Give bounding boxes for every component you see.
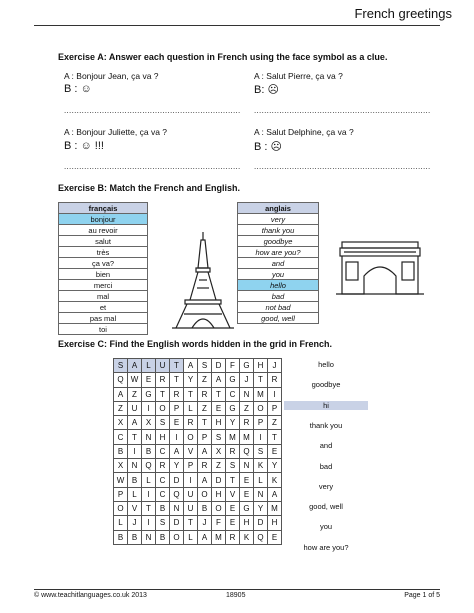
page-title: French greetings [354,6,452,21]
grid-cell: I [142,516,156,530]
answer-line-4: ...................................................................... [254,162,431,171]
grid-cell: K [240,530,254,544]
french-word: merci [59,280,148,291]
grid-cell: C [114,430,128,444]
grid-cell: S [226,459,240,473]
grid-cell: R [198,387,212,401]
word-list-item: how are you? [303,542,349,552]
grid-cell: U [128,401,142,415]
grid-cell: F [226,359,240,373]
grid-cell: C [226,387,240,401]
grid-cell: V [184,444,198,458]
grid-cell: Y [170,459,184,473]
word-list-item: hi [284,401,368,410]
grid-cell: M [268,501,282,515]
grid-cell: O [184,430,198,444]
grid-cell: B [156,530,170,544]
grid-cell: B [128,530,142,544]
grid-cell: I [142,401,156,415]
grid-cell: N [142,530,156,544]
grid-cell: V [128,501,142,515]
question-4: A : Salut Delphine, ça va ? [254,127,354,137]
grid-cell: P [170,401,184,415]
grid-cell: A [212,373,226,387]
word-list-item: good, well [309,502,343,512]
grid-cell: J [128,516,142,530]
question-1: A : Bonjour Jean, ça va ? [64,71,159,81]
grid-cell: N [128,459,142,473]
exercise-c-heading: Exercise C: Find the English words hidden in the grid in French. [58,339,333,349]
grid-cell: X [142,416,156,430]
english-word: not bad [238,302,319,313]
word-list-item: and [319,441,333,451]
french-word: bonjour [59,214,148,225]
arc-de-triomphe-illustration [334,238,426,298]
french-word: salut [59,236,148,247]
grid-cell: R [184,416,198,430]
grid-cell: I [254,430,268,444]
french-word: et [59,302,148,313]
grid-cell: N [240,459,254,473]
grid-cell: B [114,444,128,458]
grid-cell: G [240,501,254,515]
french-word: très [59,247,148,258]
grid-cell: T [170,373,184,387]
grid-cell: C [156,473,170,487]
grid-cell: Z [212,459,226,473]
grid-cell: W [128,373,142,387]
grid-cell: G [226,401,240,415]
grid-cell: O [114,501,128,515]
french-word: pas mal [59,313,148,324]
grid-cell: Q [142,459,156,473]
grid-cell: S [156,416,170,430]
grid-cell: A [128,416,142,430]
grid-cell: Z [114,401,128,415]
header-rule [34,25,440,26]
grid-cell: E [268,530,282,544]
french-word: bien [59,269,148,280]
grid-cell: U [156,359,170,373]
grid-cell: C [156,444,170,458]
grid-cell: S [114,359,128,373]
grid-cell: O [198,487,212,501]
english-column-header: anglais [238,203,319,214]
grid-cell: A [170,444,184,458]
word-list-item: bad [319,461,333,471]
grid-cell: B [114,530,128,544]
word-list-item: goodbye [311,380,341,390]
english-word: hello [238,280,319,291]
grid-cell: J [198,516,212,530]
grid-cell: A [184,359,198,373]
footer-rule [34,589,440,590]
english-word: you [238,269,319,280]
grid-cell: S [198,359,212,373]
word-list-item: very [318,481,334,491]
grid-cell: N [240,387,254,401]
grid-cell: O [254,401,268,415]
grid-cell: R [156,373,170,387]
eiffel-tower-illustration [170,230,236,330]
grid-cell: O [156,401,170,415]
grid-cell: Z [268,416,282,430]
grid-cell: S [212,430,226,444]
grid-cell: G [142,387,156,401]
answer-4-cue: B : ☹ [254,141,282,153]
grid-cell: T [128,430,142,444]
grid-cell: W [114,473,128,487]
grid-cell: I [170,430,184,444]
grid-cell: D [212,359,226,373]
english-word: goodbye [238,236,319,247]
french-word: ça va? [59,258,148,269]
grid-cell: T [184,387,198,401]
grid-cell: R [226,530,240,544]
word-list-item: hello [318,360,334,369]
grid-cell: M [226,430,240,444]
grid-cell: J [240,373,254,387]
footer-code: 18905 [226,592,246,599]
grid-cell: A [114,387,128,401]
grid-cell: R [198,459,212,473]
exercise-b-heading: Exercise B: Match the French and English. [58,183,241,193]
grid-cell: B [128,473,142,487]
grid-cell: T [170,359,184,373]
grid-cell: O [212,501,226,515]
grid-cell: H [268,516,282,530]
grid-cell: K [254,459,268,473]
grid-cell: H [240,516,254,530]
grid-cell: E [240,473,254,487]
grid-cell: B [198,501,212,515]
grid-cell: T [226,473,240,487]
grid-cell: R [240,416,254,430]
grid-cell: I [128,444,142,458]
grid-cell: P [114,487,128,501]
grid-cell: N [142,430,156,444]
grid-cell: N [170,501,184,515]
grid-cell: T [184,516,198,530]
question-2: A : Salut Pierre, ça va ? [254,71,343,81]
grid-cell: T [198,416,212,430]
word-list-item: thank you [309,420,343,430]
grid-cell: Z [198,401,212,415]
exercise-a-heading: Exercise A: Answer each question in French using the face symbol as a clue. [58,52,388,62]
grid-cell: M [254,387,268,401]
english-word: very [238,214,319,225]
grid-cell: T [268,430,282,444]
grid-cell: E [226,516,240,530]
grid-cell: H [212,487,226,501]
grid-cell: A [198,530,212,544]
grid-cell: D [170,516,184,530]
grid-cell: A [198,444,212,458]
grid-cell: H [156,430,170,444]
grid-cell: S [156,516,170,530]
grid-cell: H [212,416,226,430]
grid-cell: N [254,487,268,501]
grid-cell: X [212,444,226,458]
grid-cell: Z [198,373,212,387]
english-word: how are you? [238,247,319,258]
grid-cell: T [254,373,268,387]
grid-cell: A [128,359,142,373]
grid-cell: Z [128,387,142,401]
grid-cell: L [184,530,198,544]
grid-cell: R [226,444,240,458]
grid-cell: E [240,487,254,501]
grid-cell: B [142,444,156,458]
english-word: good, well [238,313,319,324]
grid-cell: E [212,401,226,415]
grid-cell: R [268,373,282,387]
grid-cell: I [184,473,198,487]
grid-cell: I [268,387,282,401]
grid-cell: L [184,401,198,415]
grid-cell: Y [184,373,198,387]
english-word: bad [238,291,319,302]
grid-cell: P [254,416,268,430]
grid-cell: L [142,359,156,373]
grid-cell: D [212,473,226,487]
grid-cell: D [170,473,184,487]
grid-cell: T [142,501,156,515]
grid-cell: B [156,501,170,515]
grid-cell: O [170,530,184,544]
answer-line-3: ...................................................................... [64,162,241,171]
french-column-header: français [59,203,148,214]
grid-cell: T [156,387,170,401]
grid-cell: A [268,487,282,501]
answer-line-1: ...................................................................... [64,106,241,115]
grid-cell: U [184,487,198,501]
french-word: toi [59,324,148,335]
grid-cell: E [142,373,156,387]
grid-cell: M [240,430,254,444]
grid-cell: Y [268,459,282,473]
grid-cell: L [114,516,128,530]
grid-cell: E [170,416,184,430]
grid-cell: M [212,530,226,544]
answer-line-2: ...................................................................... [254,106,431,115]
french-word-table [58,202,148,335]
answer-2-cue: B: ☹ [254,84,279,96]
grid-cell: Q [254,530,268,544]
grid-cell: R [170,387,184,401]
answer-3-cue: B : ☺ !!! [64,140,104,152]
grid-cell: G [240,359,254,373]
grid-cell: H [254,359,268,373]
grid-cell: I [142,487,156,501]
grid-cell: J [268,359,282,373]
grid-cell: A [198,473,212,487]
french-word: au revoir [59,225,148,236]
grid-cell: Q [170,487,184,501]
french-word: mal [59,291,148,302]
footer-page-number: Page 1 of 5 [404,592,440,599]
question-3: A : Bonjour Juliette, ça va ? [64,127,168,137]
grid-cell: K [268,473,282,487]
grid-cell: P [198,430,212,444]
grid-cell: Z [240,401,254,415]
grid-cell: X [114,416,128,430]
grid-cell: P [268,401,282,415]
grid-cell: F [212,516,226,530]
grid-cell: U [184,501,198,515]
grid-cell: E [226,501,240,515]
grid-cell: D [254,516,268,530]
word-search-grid [113,358,282,545]
footer-copyright: © www.teachitlanguages.co.uk 2013 [34,592,147,599]
english-word: and [238,258,319,269]
grid-cell: Y [226,416,240,430]
english-word-table [237,202,319,324]
grid-cell: P [184,459,198,473]
grid-cell: X [114,459,128,473]
answer-1-cue: B : ☺ [64,83,92,95]
grid-cell: Y [254,501,268,515]
word-list-item: you [319,522,333,532]
english-word: thank you [238,225,319,236]
grid-cell: L [254,473,268,487]
grid-cell: V [226,487,240,501]
grid-cell: S [254,444,268,458]
grid-cell: L [142,473,156,487]
grid-cell: R [156,459,170,473]
grid-cell: T [212,387,226,401]
grid-cell: Q [240,444,254,458]
grid-cell: L [128,487,142,501]
grid-cell: C [156,487,170,501]
grid-cell: G [226,373,240,387]
grid-cell: Q [114,373,128,387]
grid-cell: E [268,444,282,458]
